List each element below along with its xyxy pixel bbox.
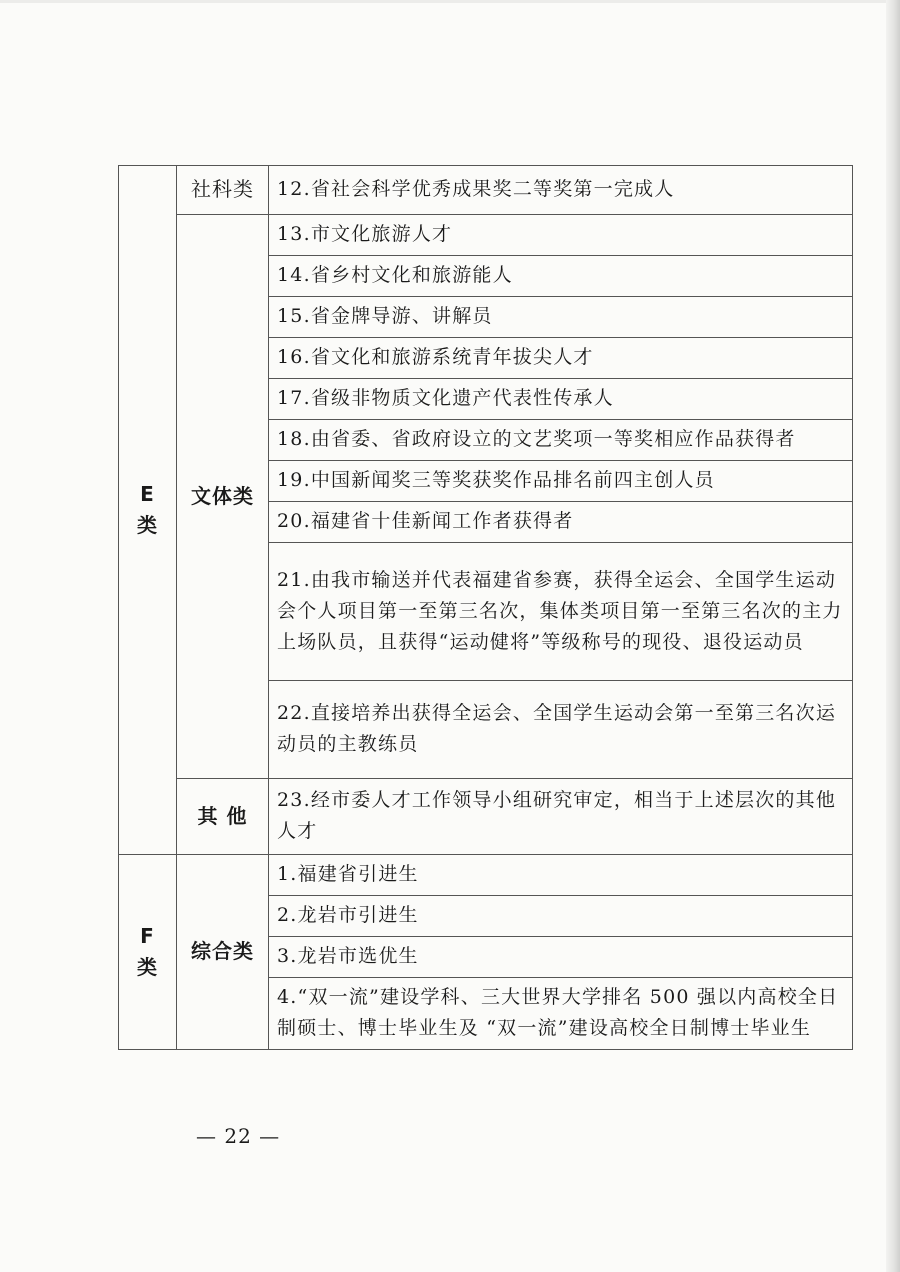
table-cell-item-20: 20.福建省十佳新闻工作者获得者	[269, 502, 853, 543]
table-cell-f-item-4: 4.“双一流”建设学科、三大世界大学排名 500 强以内高校全日制硕士、博士毕业生及 “双一流”建设高校全日制博士毕业生	[269, 978, 853, 1050]
table-cell-item-19: 19.中国新闻奖三等奖获奖作品排名前四主创人员	[269, 461, 853, 502]
subcategory-social-science: 社科类	[177, 166, 269, 215]
subcategory-general: 综合类	[177, 855, 269, 1050]
table-cell-f-item-1: 1.福建省引进生	[269, 855, 853, 896]
subcategory-culture-sports: 文体类	[177, 215, 269, 779]
talent-category-table	[118, 165, 853, 1050]
table-cell-f-item-2: 2.龙岩市引进生	[269, 896, 853, 937]
subcategory-other: 其 他	[177, 779, 269, 855]
table-cell-item-13: 13.市文化旅游人才	[269, 215, 853, 256]
table-cell-item-14: 14.省乡村文化和旅游能人	[269, 256, 853, 297]
table-cell-f-item-3: 3.龙岩市选优生	[269, 937, 853, 978]
table-cell-item-18: 18.由省委、省政府设立的文艺奖项一等奖相应作品获得者	[269, 420, 853, 461]
category-e-label: E 类	[119, 166, 177, 855]
table-row	[119, 166, 853, 215]
table-cell-item-17: 17.省级非物质文化遗产代表性传承人	[269, 379, 853, 420]
page-number: — 22 —	[196, 1124, 281, 1148]
table-cell-item-16: 16.省文化和旅游系统青年拔尖人才	[269, 338, 853, 379]
table-row	[119, 779, 853, 855]
table-cell-item-12: 12.省社会科学优秀成果奖二等奖第一完成人	[269, 166, 853, 215]
page-right-edge	[886, 0, 900, 1272]
table-cell-item-23b: 23.经市委人才工作领导小组研究审定，相当于上述层次的其他人才	[269, 779, 853, 855]
table-cell-item-15: 15.省金牌导游、讲解员	[269, 297, 853, 338]
category-f-label: F 类	[119, 855, 177, 1050]
page-top-edge	[0, 0, 900, 3]
table-row	[119, 215, 853, 256]
table-cell-item-21: 21.由我市输送并代表福建省参赛，获得全运会、全国学生运动会个人项目第一至第三名次，集体类项目第一至第三名次的主力上场队员，且获得“运动健将”等级称号的现役、退役运动员	[269, 543, 853, 681]
table-cell-item-22: 22.直接培养出获得全运会、全国学生运动会第一至第三名次运动员的主教练员	[269, 681, 853, 779]
table-row	[119, 855, 853, 896]
